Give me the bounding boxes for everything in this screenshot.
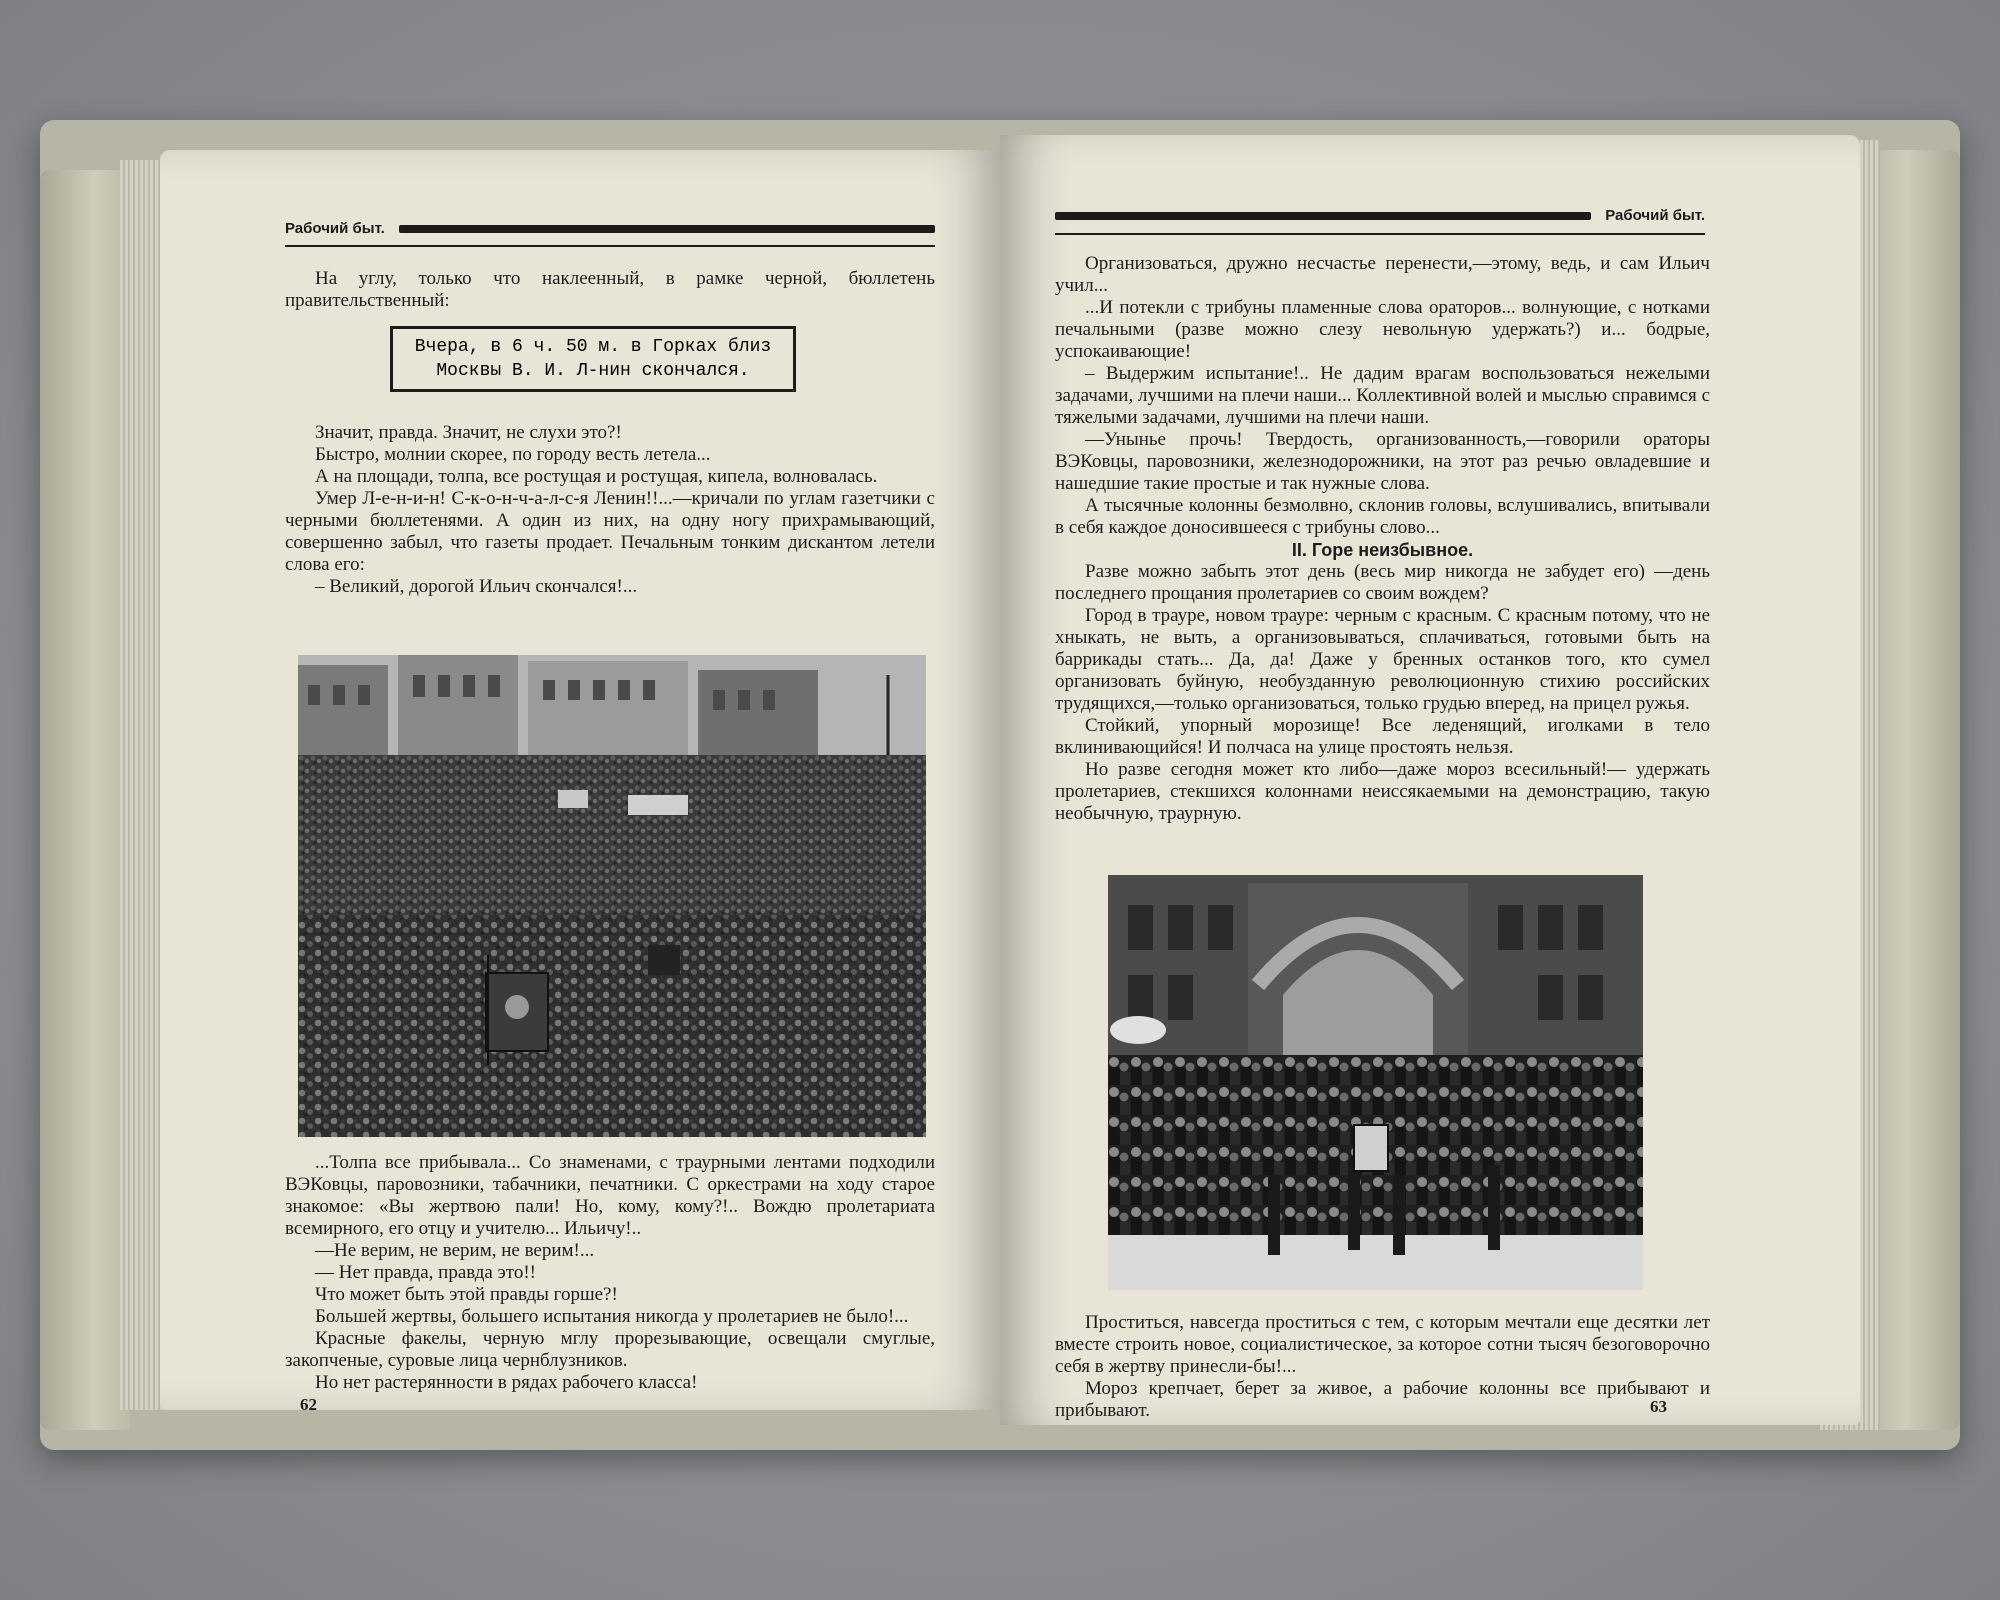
page-number: 63 xyxy=(1650,1397,1667,1416)
paragraph: Но разве сегодня может кто либо—даже мороз всесильный!— удержать пролетариев, стекшихся колоннами неиссякаемыми на демонстрацию, такую необычную, траурную. xyxy=(1055,759,1710,824)
paragraph: Значит, правда. Значит, не слухи это?! xyxy=(315,422,622,443)
death-notice-box xyxy=(390,326,796,392)
text-block-bottom xyxy=(285,1152,935,1394)
paragraph: Организоваться, дружно несчастье перенести,—этому, ведь, и сам Ильич учил... xyxy=(1055,253,1710,296)
header-rule xyxy=(1055,212,1591,220)
paragraph: Мороз крепчает, берет за живое, а рабочие колонны все прибывают и прибывают. xyxy=(1055,1378,1710,1421)
intro-paragraph: На углу, только что наклеенный, в рамке черной, бюллетень правительственный: xyxy=(285,268,935,311)
header-underline xyxy=(285,245,935,247)
text-block-top xyxy=(285,422,935,598)
crowd-photo-image xyxy=(298,655,926,1137)
paragraph: ...Толпа все прибывала... Со знаменами, с траурными лентами подходили ВЭКовцы, паровозники, табачники, печатники. С оркестрами на ходу старое знакомое: «Вы жертвою пали! Но, кому, кому?!.. Вождю пролетариата всемирного, его отцу и учителю... Ильичу!.. xyxy=(285,1152,935,1239)
section-title: II. Горе неизбывное. xyxy=(1291,540,1474,560)
header-underline xyxy=(1055,233,1705,235)
paragraph: Быстро, молнии скорее, по городу весть летела... xyxy=(315,444,711,465)
paragraph: Красные факелы, черную мглу прорезывающие, освещали смуглые, закопченые, суровые лица чернблузников. xyxy=(285,1328,935,1371)
text-block-top xyxy=(1055,253,1710,825)
paragraph: Умер Л-е-н-и-н! С-к-о-н-ч-а-л-с-я Ленин!!...—кричали по углам газетчики с черными бюллетенями. А один из них, на одну ногу прихрамывающий, совершенно забыл, что газеты продает. Печальным тонким дискантом летели слова его: xyxy=(285,488,935,575)
running-header xyxy=(285,220,935,237)
paragraph: Но нет растерянности в рядах рабочего класса! xyxy=(315,1372,698,1393)
running-header xyxy=(1055,207,1705,224)
book-cover-edge-left xyxy=(40,170,130,1430)
paragraph: А на площади, толпа, все ростущая и ростущая, кипела, волновалась. xyxy=(315,466,878,487)
header-title: Рабочий быт. xyxy=(1605,207,1705,224)
paragraph: —Унынье прочь! Твердость, организованность,—говорили ораторы ВЭКовцы, паровозники, железнодорожники, на этот раз речью овладевшие и нашедшие такие простые и так нужные слова. xyxy=(1055,429,1710,494)
crowd-photo xyxy=(298,655,926,1137)
paragraph: Стойкий, упорный морозище! Все леденящий, иголками в тело вклинивающийся! И полчаса на улице простоять нельзя. xyxy=(1055,715,1710,758)
paragraph: Большей жертвы, большего испытания никогда у пролетариев не было!... xyxy=(315,1306,909,1327)
page-number: 62 xyxy=(300,1395,317,1410)
procession-photo-image xyxy=(1108,875,1643,1290)
procession-photo xyxy=(1108,875,1643,1290)
paragraph: Что может быть этой правды горше?! xyxy=(315,1284,618,1305)
paragraph: Проститься, навсегда проститься с тем, с которым мечтали еще десятки лет вместе строить новое, социалистическое, за которое сотни тысяч безоговорочно себя в жертву принесли-бы!... xyxy=(1055,1312,1710,1377)
paragraph: — Нет правда, правда это!! xyxy=(315,1262,536,1283)
left-page xyxy=(160,150,1000,1410)
header-title: Рабочий быт. xyxy=(285,220,385,237)
notice-line-1: Вчера, в 6 ч. 50 м. в Горках близ xyxy=(414,337,772,357)
notice-line-2: Москвы В. И. Л-нин скончался. xyxy=(436,361,750,381)
header-rule xyxy=(399,225,935,233)
paragraph: А тысячные колонны безмолвно, склонив головы, вслушивались, впитывали в себя каждое доносившееся с трибуны слово... xyxy=(1055,495,1710,538)
paragraph: – Великий, дорогой Ильич скончался!... xyxy=(315,576,638,597)
paragraph: —Не верим, не верим, не верим!... xyxy=(315,1240,595,1261)
text-block-bottom xyxy=(1055,1312,1710,1422)
paragraph: Разве можно забыть этот день (весь мир никогда не забудет его) —день последнего прощания пролетариев со своим вождем? xyxy=(1055,561,1710,604)
paragraph: ...И потекли с трибуны пламенные слова ораторов... волнующие, с нотками печальными (разве можно слезу невольную удержать?) и... бодрые, успокаивающие! xyxy=(1055,297,1710,362)
book-cover-edge-right xyxy=(1870,150,1960,1430)
right-page xyxy=(1000,135,1860,1425)
paragraph: Город в трауре, новом трауре: черным с красным. С красным потому, что не хныкать, не выть, а организовываться, сплачиваться, готовыми быть на баррикады стать... Да, да! Даже у бренных останков того, кто сумел организовать буйную, необузданную революционную стихию российских трудящихся,—только организоваться, только грудью вперед, на прицел ружья. xyxy=(1055,605,1710,714)
paragraph: – Выдержим испытание!.. Не дадим врагам воспользоваться нежелыми задачами, лучшими на плечи наши... Коллективной волей и мыслью справимся с тяжелыми задачами, лучшими на плечи наши. xyxy=(1055,363,1710,428)
